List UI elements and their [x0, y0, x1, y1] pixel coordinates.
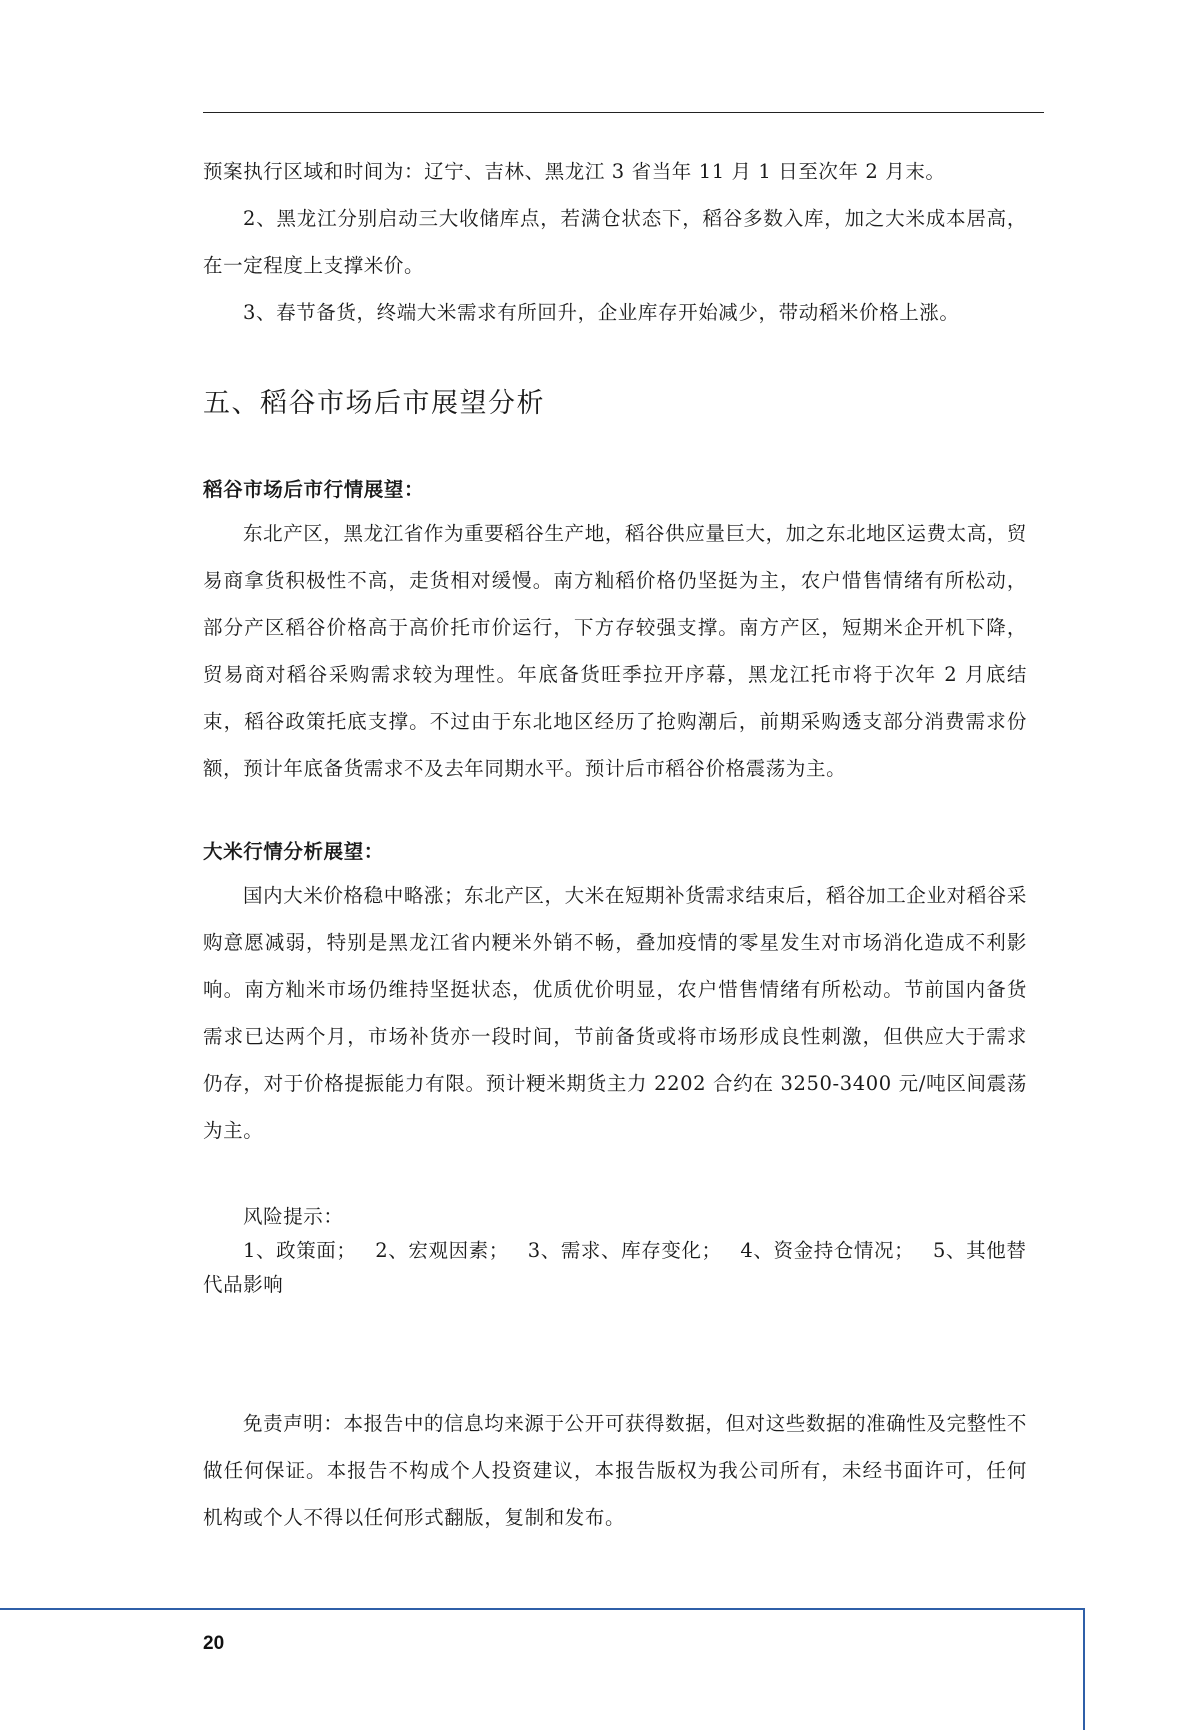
page-number: 20	[203, 1633, 225, 1654]
paragraph-storage-points: 2、黑龙江分别启动三大收储库点，若满仓状态下，稻谷多数入库，加之大米成本居高，在一定程度上支撑米价。	[203, 207, 1027, 277]
risk-section	[203, 1200, 1027, 1302]
risk-list: 1、政策面； 2、宏观因素； 3、需求、库存变化； 4、资金持仓情况； 5、其他替代品影响	[203, 1239, 1027, 1296]
rice-outlook-heading: 大米行情分析展望：	[203, 840, 384, 863]
paddy-outlook-body: 东北产区，黑龙江省作为重要稻谷生产地，稻谷供应量巨大，加之东北地区运费太高，贸易商拿货积极性不高，走货相对缓慢。南方籼稻价格仍坚挺为主，农户惜售情绪有所松动，部分产区稻谷价格高于高价托市价运行，下方存较强支撑。南方产区，短期米企开机下降，贸易商对稻谷采购需求较为理性。年底备货旺季拉开序幕，黑龙江托市将于次年 2 月底结束，稻谷政策托底支撑。不过由于东北地区经历了抢购潮后，前期采购透支部分消费需求份额，预计年底备货需求不及去年同期水平。预计后市稻谷价格震荡为主。	[203, 522, 1027, 780]
paragraph-plan-region: 预案执行区域和时间为：辽宁、吉林、黑龙江 3 省当年 11 月 1 日至次年 2 月末。	[203, 160, 946, 183]
header-rule	[203, 112, 1044, 113]
paddy-outlook-heading: 稻谷市场后市行情展望：	[203, 478, 425, 501]
risk-heading: 风险提示：	[243, 1205, 344, 1228]
disclaimer: 免责声明：本报告中的信息均来源于公开可获得数据，但对这些数据的准确性及完整性不做任何保证。本报告不构成个人投资建议，本报告版权为我公司所有，未经书面许可，任何机构或个人不得以任何形式翻版，复制和发布。	[203, 1412, 1027, 1529]
rice-outlook-body: 国内大米价格稳中略涨；东北产区，大米在短期补货需求结束后，稻谷加工企业对稻谷采购意愿减弱，特别是黑龙江省内粳米外销不畅，叠加疫情的零星发生对市场消化造成不利影响。南方籼米市场仍维持坚挺状态，优质优价明显，农户惜售情绪有所松动。节前国内备货需求已达两个月，市场补货亦一段时间，节前备货或将市场形成良性刺激，但供应大于需求仍存，对于价格提振能力有限。预计粳米期货主力 2202 合约在 3250-3400 元/吨区间震荡为主。	[203, 884, 1027, 1142]
paragraph-spring-festival: 3、春节备货，终端大米需求有所回升，企业库存开始减少，带动稻米价格上涨。	[243, 301, 960, 324]
document-body	[203, 148, 1027, 1541]
section-title: 五、稻谷市场后市展望分析	[203, 388, 545, 419]
footer-frame	[0, 1608, 1085, 1730]
